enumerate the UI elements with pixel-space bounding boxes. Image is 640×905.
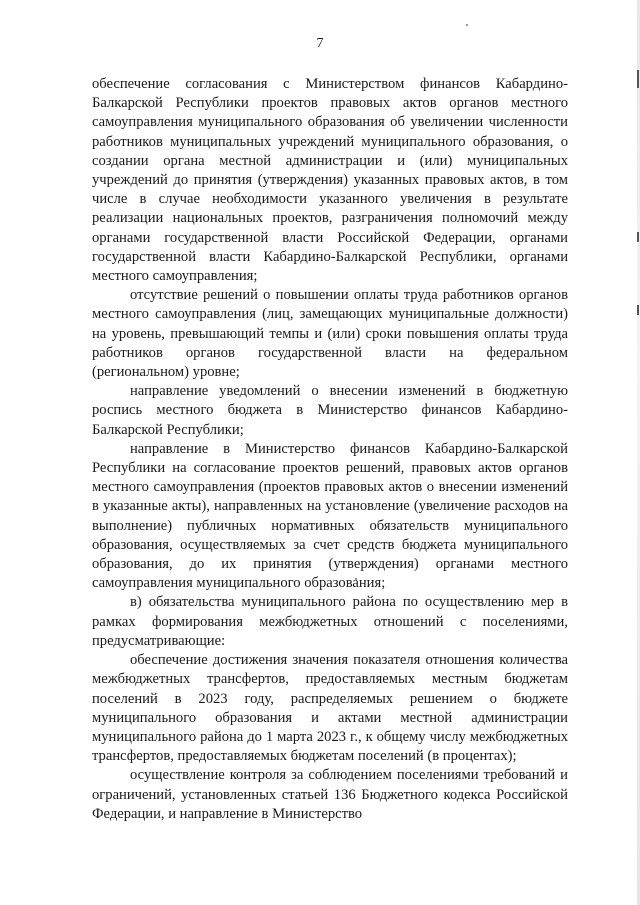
scan-mark <box>637 305 639 315</box>
scan-mark <box>637 70 639 88</box>
scan-speck <box>466 24 468 26</box>
paragraph: направление уведомлений о внесении изменений в бюджетную роспись местного бюджета в Министерство финансов Кабардино-Балкарской Республики; <box>92 383 568 438</box>
paragraph: в) обязательства муниципального района по осуществлению мер в рамках формирования межбюджетных отношений с поселениями, предусматривающие: <box>92 594 568 649</box>
scan-mark <box>637 232 639 242</box>
document-body <box>92 75 568 824</box>
paragraph: осуществление контроля за соблюдением поселениями требований и ограничений, установленных статьей 136 Бюджетного кодекса Российской Федерации, и направление в Министерство <box>92 767 568 822</box>
paragraph: отсутствие решений о повышении оплаты труда работников органов местного самоуправления (лиц, замещающих муниципальные должности) на уровень, превышающий темпы и (или) сроки повышения оплаты труда работников органов государственной власти на федеральном (региональном) уровне; <box>92 287 568 381</box>
page-number: 7 <box>316 36 324 51</box>
paragraph: направление в Министерство финансов Кабардино-Балкарской Республики на согласование проектов решений, правовых актов органов местного самоуправления (проектов правовых актов о внесении изменений в указанные акты), направленных на установление (увеличение расходов на выполнение) публичных нормативных обязательств муниципального образования, осуществляемых за счет средств бюджета муниципального образования, до их принятия (утверждения) органами местного самоуправления муниципального образования; <box>92 440 568 592</box>
paragraph: обеспечение согласования с Министерством финансов Кабардино-Балкарской Республики проектов правовых актов органов местного самоуправления муниципального образования об увеличении численности работников муниципальных учреждений муниципального образования, о создании органа местной администрации и (или) муниципальных учреждений до принятия (утверждения) указанных правовых актов, в том числе в случае необходимости указанного увеличения в результате реализации национальных проектов, разграничения полномочий между органами государственной власти Российской Федерации, органами государственной власти Кабардино-Балкарской Республики, органами местного самоуправления; <box>92 76 568 285</box>
paragraph: обеспечение достижения значения показателя отношения количества межбюджетных трансфертов, предоставляемых местным бюджетам поселений в 2023 году, распределяемых решением о бюджете муниципального образования и актами местной администрации муниципального района до 1 марта 2023 г., к общему числу межбюджетных трансфертов, предоставляемых бюджетам поселений (в процентах); <box>92 652 568 765</box>
